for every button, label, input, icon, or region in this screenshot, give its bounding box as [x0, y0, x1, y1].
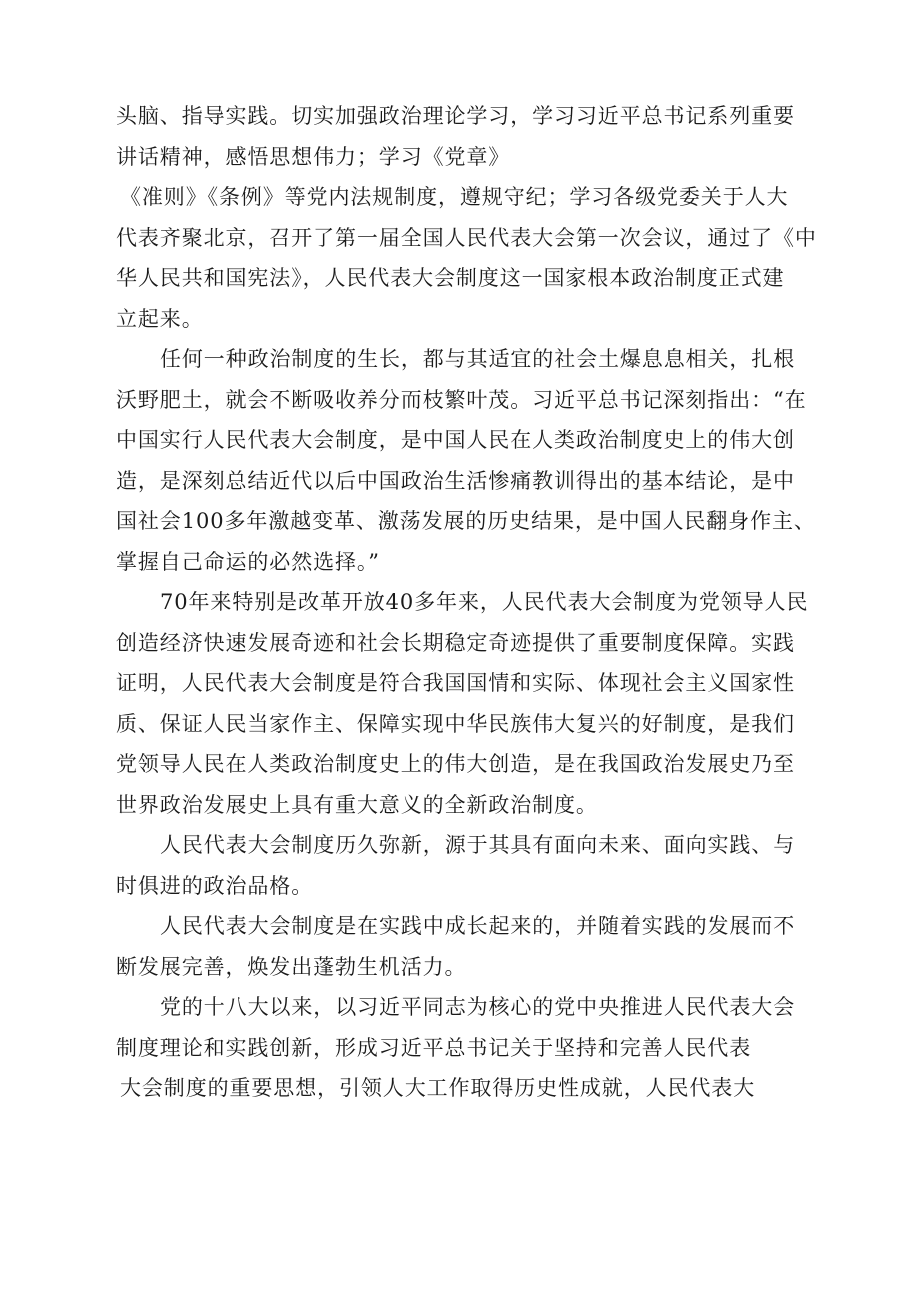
- text-line: 时俱进的政治品格。: [116, 873, 314, 898]
- paragraph-start-line: 任何一种政治制度的生长，都与其适宜的社会土爆息息相关，扎根: [160, 347, 796, 371]
- text-line: 头脑、指导实践。切实加强政治理论学习，学习习近平总书记系列重要: [116, 104, 795, 128]
- text-line: 创造经济快速发展奇迹和社会长期稳定奇迹提供了重要制度保障。实践: [116, 630, 795, 655]
- text-line: 华人民共和国宪法》，人民代表大会制度这一国家根本政治制度正式建: [116, 266, 785, 290]
- text-line: 讲话精神，感悟思想伟力；学习《党章》: [116, 144, 511, 169]
- text-line: 党领导人民在人类政治制度史上的伟大创造，是在我国政治发展史乃至: [116, 752, 795, 776]
- text-line: 掌握自己命运的必然选择。”: [116, 549, 380, 574]
- text-line: 代表齐聚北京，召开了第一届全国人民代表大会第一次会议，通过了《中: [116, 225, 817, 250]
- text-line: 中国实行人民代表大会制度，是中国人民在人类政治制度史上的伟大创: [116, 428, 795, 452]
- text-line: 断发展完善，焕发出蓬勃生机活力。: [116, 954, 467, 979]
- text-line: 世界政治发展史上具有重大意义的全新政治制度。: [116, 792, 598, 817]
- text-line: 制度理论和实践创新，形成习近平总书记关于坚持和完善人民代表: [116, 1035, 752, 1060]
- paragraph-start-line: 人民代表大会制度是在实践中成长起来的，并随着实践的发展而不: [160, 914, 796, 938]
- document-body: [116, 96, 832, 1109]
- paragraph-start-line: 人民代表大会制度历久弥新，源于其具有面向未来、面向实践、与: [160, 833, 796, 857]
- paragraph-start-line: 70年来特别是改革开放40多年来，人民代表大会制度为党领导人民: [160, 590, 809, 614]
- text-line: 大会制度的重要思想，引领人大工作取得历史性成就，人民代表大: [120, 1076, 756, 1100]
- text-line: 沃野肥土，就会不断吸收养分而枝繁叶茂。习近平总书记深刻指出：“在: [116, 387, 807, 412]
- paragraph-start-line: 党的十八大以来，以习近平同志为核心的党中央推进人民代表大会: [160, 995, 796, 1019]
- text-line: 质、保证人民当家作主、保障实现中华民族伟大复兴的好制度，是我们: [116, 711, 795, 736]
- text-line: 证明，人民代表大会制度是符合我国国情和实际、体现社会主义国家性: [116, 671, 795, 695]
- text-line: 国社会100多年激越变革、激荡发展的历史结果，是中国人民翻身作主、: [116, 509, 816, 533]
- text-line: 立起来。: [116, 306, 204, 331]
- text-line: 《准则》《条例》等党内法规制度，遵规守纪；学习各级党委关于人大: [120, 185, 789, 209]
- text-line: 造，是深刻总结近代以后中国政治生活惨痛教训得出的基本结论，是中: [116, 468, 795, 493]
